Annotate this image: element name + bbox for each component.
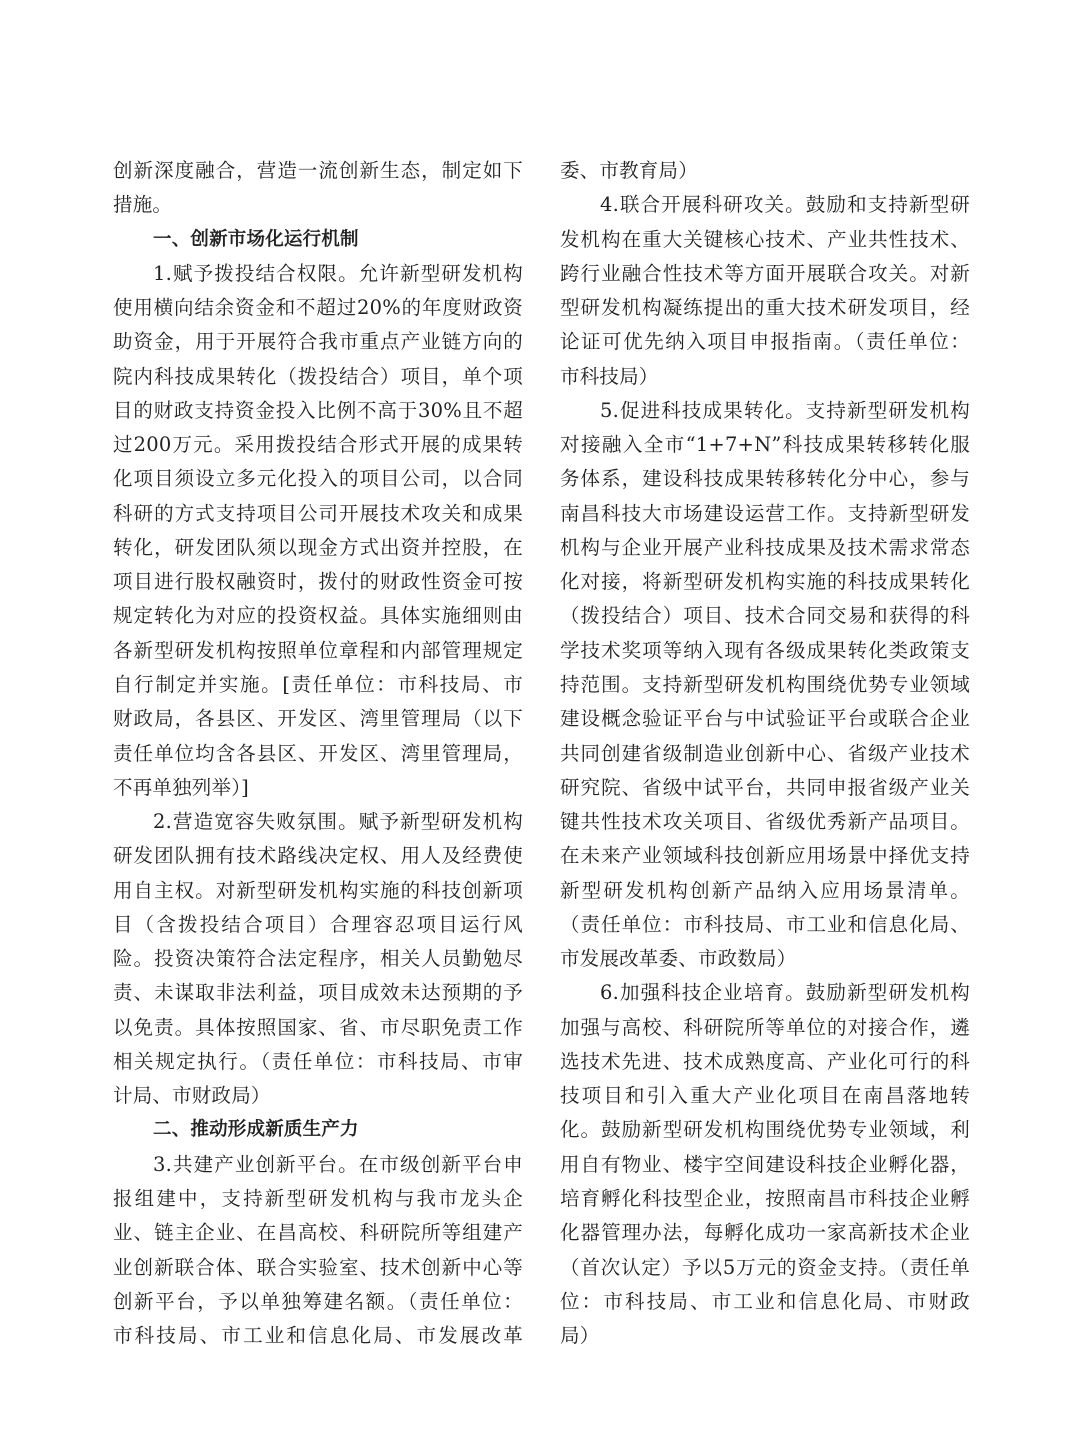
text-line: 2.营造宽容失败氛围。赋予新型研发机构 — [153, 810, 523, 834]
text-line: 财政局，各县区、开发区、湾里管理局（以下 — [113, 707, 523, 731]
text-line: 报组建中，支持新型研发机构与我市龙头企 — [113, 1186, 523, 1210]
text-line: 持范围。支持新型研发机构围绕优势专业领域 — [560, 672, 970, 696]
text-line: 发机构在重大关键核心技术、产业共性技术、 — [560, 227, 970, 251]
text-line: 研究院、省级中试平台，共同申报省级产业关 — [560, 775, 970, 799]
text-line: 加强与高校、科研院所等单位的对接合作，遴 — [560, 1015, 970, 1039]
text-line: 型研发机构凝练提出的重大技术研发项目，经 — [560, 296, 970, 320]
text-line: 技项目和引入重大产业化项目在南昌落地转 — [560, 1084, 970, 1108]
text-line: 4.联合开展科研攻关。鼓励和支持新型研 — [600, 193, 970, 217]
text-line: 化。鼓励新型研发机构围绕优势专业领域，利 — [560, 1118, 970, 1142]
text-line: 化项目须设立多元化投入的项目公司，以合同 — [113, 467, 523, 491]
text-line: 键共性技术攻关项目、省级优秀新产品项目。 — [560, 810, 970, 834]
text-line: 对接融入全市“1+7+N”科技成果转移转化服 — [560, 433, 970, 457]
text-line: 规定转化为对应的投资权益。具体实施细则由 — [113, 604, 523, 628]
text-line: 措施。 — [113, 193, 173, 217]
text-line: 研发团队拥有技术路线决定权、用人及经费使 — [113, 844, 523, 868]
text-line: 培育孵化科技型企业，按照南昌市科技企业孵 — [560, 1186, 970, 1210]
text-line: 助资金，用于开展符合我市重点产业链方向的 — [113, 330, 523, 354]
text-line: 1.赋予拨投结合权限。允许新型研发机构 — [153, 261, 523, 285]
text-line: 以免责。具体按照国家、省、市尽职免责工作 — [113, 1015, 523, 1039]
section-heading: 一、创新市场化运行机制 — [153, 228, 359, 250]
text-line: 6.加强科技企业培育。鼓励新型研发机构 — [600, 981, 970, 1005]
text-line: 机构与企业开展产业科技成果及技术需求常态 — [560, 535, 970, 559]
right-text-column — [560, 154, 970, 1353]
text-line: 目（含拨投结合项目）合理容忍项目运行风 — [113, 912, 523, 936]
text-line: 位：市科技局、市工业和信息化局、市财政 — [560, 1289, 970, 1313]
text-line: 局） — [560, 1324, 600, 1348]
text-line: 新型研发机构创新产品纳入应用场景清单。 — [560, 878, 970, 902]
text-line: 选技术先进、技术成熟度高、产业化可行的科 — [560, 1049, 970, 1073]
text-line: 学技术奖项等纳入现有各级成果转化类政策支 — [560, 638, 970, 662]
text-line: 用自主权。对新型研发机构实施的科技创新项 — [113, 878, 523, 902]
text-line: 各新型研发机构按照单位章程和内部管理规定 — [113, 638, 523, 662]
text-line: 跨行业融合性技术等方面开展联合攻关。对新 — [560, 261, 970, 285]
text-line: 项目进行股权融资时，拨付的财政性资金可按 — [113, 570, 523, 594]
text-line: 责任单位均含各县区、开发区、湾里管理局， — [113, 741, 523, 765]
text-line: （拨投结合）项目、技术合同交易和获得的科 — [560, 604, 970, 628]
text-line: 责、未谋取非法利益，项目成效未达预期的予 — [113, 981, 523, 1005]
text-line: 转化，研发团队须以现金方式出资并控股，在 — [113, 535, 523, 559]
text-line: 不再单独列举）] — [113, 775, 249, 799]
text-line: （责任单位：市科技局、市工业和信息化局、 — [560, 912, 970, 936]
text-line: 计局、市财政局） — [113, 1084, 271, 1108]
text-line: （首次认定）予以5万元的资金支持。（责任单 — [560, 1255, 970, 1279]
text-line: 务体系，建设科技成果转移转化分中心，参与 — [560, 467, 970, 491]
text-line: 过200万元。采用拨投结合形式开展的成果转 — [113, 433, 523, 457]
section-heading: 二、推动形成新质生产力 — [153, 1119, 359, 1141]
text-line: 化器管理办法，每孵化成功一家高新技术企业 — [560, 1221, 970, 1245]
text-line: 市科技局） — [560, 364, 659, 388]
text-line: 用自有物业、楼宇空间建设科技企业孵化器， — [560, 1152, 970, 1176]
text-line: 险。投资决策符合法定程序，相关人员勤勉尽 — [113, 947, 523, 971]
text-line: 委、市教育局） — [560, 159, 698, 182]
text-line: 创新深度融合，营造一流创新生态，制定如下 — [113, 159, 523, 182]
text-line: 自行制定并实施。[责任单位：市科技局、市 — [113, 672, 523, 696]
text-line: 建设概念验证平台与中试验证平台或联合企业 — [560, 707, 970, 731]
text-line: 业创新联合体、联合实验室、技术创新中心等 — [113, 1255, 523, 1279]
text-line: 南昌科技大市场建设运营工作。支持新型研发 — [560, 501, 970, 525]
text-line: 使用横向结余资金和不超过20%的年度财政资 — [113, 296, 523, 320]
text-line: 院内科技成果转化（拨投结合）项目，单个项 — [113, 364, 523, 388]
text-line: 创新平台，予以单独筹建名额。（责任单位： — [113, 1289, 523, 1313]
text-line: 5.促进科技成果转化。支持新型研发机构 — [600, 398, 970, 422]
text-line: 论证可优先纳入项目申报指南。（责任单位： — [560, 330, 970, 354]
text-line: 相关规定执行。（责任单位：市科技局、市审 — [113, 1049, 523, 1073]
text-line: 3.共建产业创新平台。在市级创新平台申 — [153, 1152, 523, 1176]
text-line: 化对接，将新型研发机构实施的科技成果转化 — [560, 570, 970, 594]
left-text-column — [113, 154, 523, 1353]
text-line: 在未来产业领域科技创新应用场景中择优支持 — [560, 844, 970, 868]
text-line: 共同创建省级制造业创新中心、省级产业技术 — [560, 741, 970, 765]
text-line: 科研的方式支持项目公司开展技术攻关和成果 — [113, 501, 523, 525]
text-line: 市发展改革委、市政数局） — [560, 947, 797, 971]
text-line: 目的财政支持资金投入比例不高于30%且不超 — [113, 398, 523, 422]
text-line: 市科技局、市工业和信息化局、市发展改革 — [113, 1324, 523, 1348]
text-line: 业、链主企业、在昌高校、科研院所等组建产 — [113, 1221, 523, 1245]
